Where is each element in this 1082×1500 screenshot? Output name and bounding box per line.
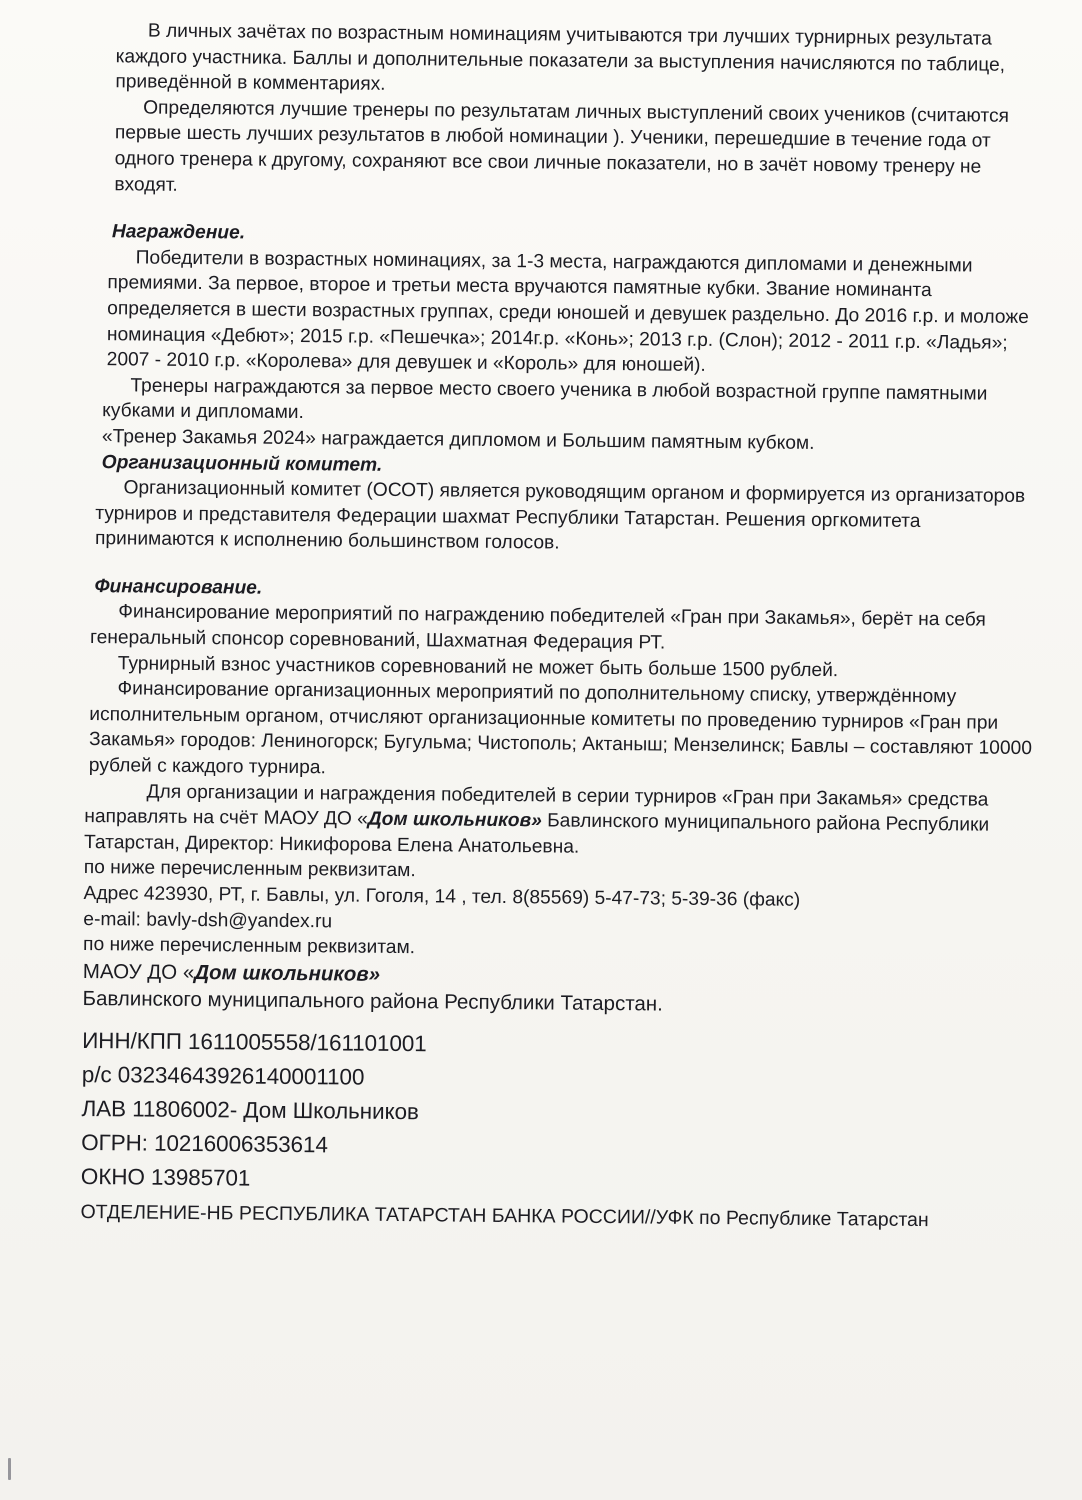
- requisite-okno: ОКНО 13985701: [80, 1163, 251, 1191]
- requisite-bank: ОТДЕЛЕНИЕ-НБ РЕСПУБЛИКА ТАТАРСТАН БАНКА РОССИИ//УФК по Республике Татарстан: [80, 1200, 929, 1231]
- requisite-lav: ЛАВ 11806002- Дом Школьников: [81, 1095, 419, 1124]
- paragraph-personal-standings: В личных зачётах по возрастным номинациям учитываются три лучших турнирных результата каждого участника. Баллы и дополнительные показатели за выступления начисляются по таблице, приведённой в комментариях.: [115, 20, 1006, 96]
- paragraph-best-coaches: Определяются лучшие тренеры по результатам личных выступлений своих учеников (считаются первые шесть лучших результатов в любой номинации ). Ученики, перешедшие в течение года от одного тренера к другому, сохраняют все свои личные показатели, но в зачёт новому тренеру не входят.: [114, 97, 1010, 196]
- requisite-account: р/с 03234643926140001100: [81, 1061, 365, 1090]
- requisite-ogrn: ОГРН: 10216006353614: [81, 1129, 328, 1158]
- org-name-prefix: МАОУ ДО «: [82, 959, 195, 984]
- heading-committee: Организационный комитет.: [101, 451, 383, 476]
- paragraph-awards-winners: Победители в возрастных номинациях, за 1-3 места, награждаются дипломами и денежными премиями. За первое, второе и третьи места вручаются памятные кубки. Звание номинанта определяется в шести возрастных группах, среди юношей и девушек раздельно. До 2016 г.р. и моложе номинация «Дебют»; 2015 г.р. «Пешечка»; 2014г.р. «Конь»; 2013 г.р. (Слон); 2012 - 2011 г.р. «Ладья»; 2007 - 2010 г.р. «Королева» для девушек и «Король» для юношей).: [106, 247, 1029, 377]
- paragraph-awards-coaches: Тренеры награждаются за первое место своего ученика в любой возрастной группе памятными кубками и дипломами.: [102, 375, 988, 424]
- heading-finance: Финансирование.: [94, 575, 263, 599]
- paragraph-finance-account: [84, 779, 1035, 865]
- org-district: Бавлинского муниципального района Республики Татарстан.: [82, 986, 663, 1016]
- org-name-bold: Дом школьников»: [194, 960, 381, 986]
- document-body: [80, 18, 1042, 1235]
- scan-speck: [8, 1458, 11, 1480]
- paragraph-finance-sponsor: Финансирование мероприятий по награждению победителей «Гран при Закамья», берёт на себя генеральный спонсор соревнований, Шахматная Федерация РТ.: [89, 601, 986, 654]
- requisite-inn-kpp: ИНН/КПП 1611005558/161101001: [82, 1027, 427, 1057]
- paragraph-coach-of-year: «Тренер Закамья 2024» награждается дипломом и Большим памятным кубком.: [101, 426, 815, 454]
- finance-account-text-b: Бавлинского муниципального района Республики Татарстан, Директор: Никифорова Елена Анатольевна.: [83, 810, 990, 858]
- paragraph-finance-fee: Турнирный взнос участников соревнований не может быть больше 1500 рублей.: [117, 652, 839, 681]
- contact-email: e-mail: bavly-dsh@yandex.ru: [83, 908, 333, 932]
- paragraph-requisites-note-2: по ниже перечисленным реквизитам.: [83, 934, 416, 959]
- contact-address: Адрес 423930, РТ, г. Бавлы, ул. Гоголя, 14 , тел. 8(85569) 5-47-73; 5-39-36 (факс): [83, 882, 801, 911]
- paragraph-finance-organizers: Финансирование организационных мероприятий по дополнительному списку, утверждённому исполнительным органом, отчисляют организационные комитеты по проведению турниров «Гран при Закамья» городов: Лениногорск; Бугульма; Чистополь; Актаныш; Мензелинск; Бавлы – составляют 10000 рублей с каждого турнира.: [88, 678, 1033, 779]
- paragraph-requisites-note: по ниже перечисленным реквизитам.: [83, 857, 416, 882]
- finance-account-text-a: Для организации и награждения победителей в серии турниров «Гран при Закамья» средства направлять на счёт МАОУ ДО «: [84, 781, 989, 830]
- dom-shkolnikov-name: Дом школьников»: [367, 808, 542, 832]
- heading-awards: Награждение.: [111, 221, 246, 244]
- paragraph-committee: Организационный комитет (ОСОТ) является руководящим органом и формируется из организаторов турниров и представителя Федерации шахмат Республики Татарстан. Решения оргкомитета принимаются к исполнению большинством голосов.: [94, 477, 1026, 554]
